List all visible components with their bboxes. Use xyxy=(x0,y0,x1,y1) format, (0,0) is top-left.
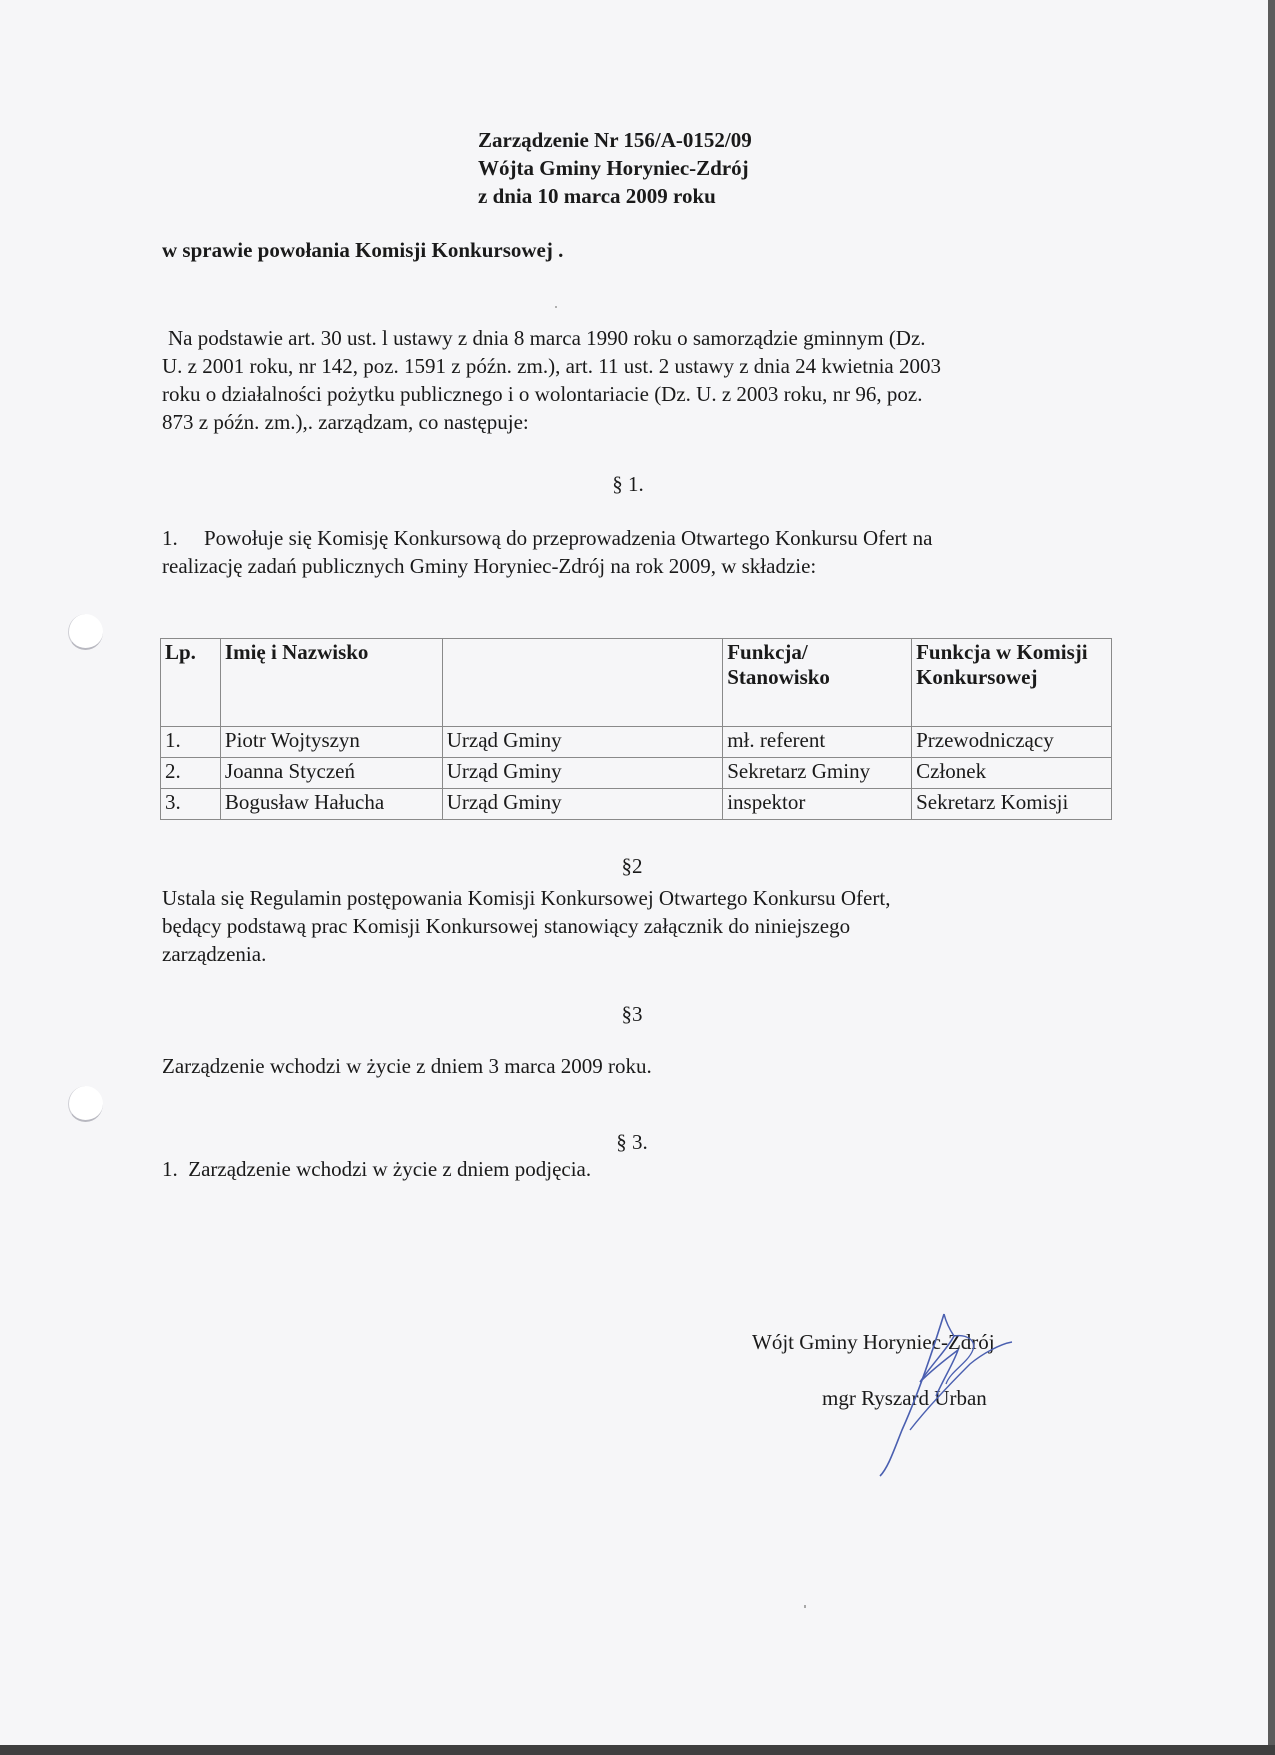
table-row xyxy=(161,727,1112,758)
handwritten-signature xyxy=(850,1300,1030,1480)
header-function: Funkcja/ Stanowisko xyxy=(723,639,912,727)
punch-hole-top xyxy=(68,614,103,650)
scan-edge-bottom xyxy=(0,1745,1275,1755)
document-header xyxy=(478,126,752,210)
order-subject: w sprawie powołania Komisji Konkursowej . xyxy=(162,238,564,262)
text-line: Ustala się Regulamin postępowania Komisji Konkursowej Otwartego Konkursu Ofert, xyxy=(162,886,891,910)
legal-basis-paragraph xyxy=(162,324,1122,436)
scan-speck xyxy=(555,306,557,308)
text-line: 1. Powołuje się Komisję Konkursową do przeprowadzenia Otwartego Konkursu Ofert na xyxy=(162,526,933,550)
section-3-text: Zarządzenie wchodzi w życie z dniem 3 marca 2009 roku. xyxy=(162,1054,652,1078)
table-row xyxy=(161,758,1112,789)
header-empty xyxy=(442,639,722,727)
cell-function: Sekretarz Gminy xyxy=(723,758,912,789)
commission-members-table xyxy=(160,638,1112,820)
cell-commission-role: Sekretarz Komisji xyxy=(912,789,1112,820)
text-line: 873 z późn. zm.),. zarządzam, co następuje: xyxy=(162,410,529,434)
scan-speck xyxy=(804,1605,806,1608)
cell-name: Bogusław Hałucha xyxy=(220,789,442,820)
text-line: U. z 2001 roku, nr 142, poz. 1591 z późn. zm.), art. 11 ust. 2 ustawy z dnia 24 kwietnia 2003 xyxy=(162,354,941,378)
table-header-row xyxy=(161,639,1112,727)
cell-commission-role: Członek xyxy=(912,758,1112,789)
section-3-heading: §3 xyxy=(621,1002,643,1026)
table-row xyxy=(161,789,1112,820)
cell-lp: 3. xyxy=(161,789,221,820)
text-line: Na podstawie art. 30 ust. l ustawy z dnia 8 marca 1990 roku o samorządzie gminnym (Dz. xyxy=(168,326,926,350)
cell-office: Urząd Gminy xyxy=(442,727,722,758)
issuer: Wójta Gminy Horyniec-Zdrój xyxy=(478,156,749,180)
cell-name: Piotr Wojtyszyn xyxy=(220,727,442,758)
text-line: realizację zadań publicznych Gminy Horyniec-Zdrój na rok 2009, w składzie: xyxy=(162,554,817,578)
order-number: Zarządzenie Nr 156/A-0152/09 xyxy=(478,128,752,152)
cell-office: Urząd Gminy xyxy=(442,789,722,820)
header-lp: Lp. xyxy=(161,639,221,727)
scan-edge-right xyxy=(1268,0,1275,1755)
text-line: roku o działalności pożytku publicznego i o wolontariacie (Dz. U. z 2003 roku, nr 96, poz. xyxy=(162,382,923,406)
text-line: zarządzenia. xyxy=(162,942,267,966)
cell-lp: 2. xyxy=(161,758,221,789)
cell-function: inspektor xyxy=(723,789,912,820)
signature-name: mgr Ryszard Urban xyxy=(822,1386,987,1410)
section-3b-heading: § 3. xyxy=(616,1130,648,1154)
cell-commission-role: Przewodniczący xyxy=(912,727,1112,758)
section-3b-text: 1. Zarządzenie wchodzi w życie z dniem podjęcia. xyxy=(162,1157,592,1181)
signature-title: Wójt Gminy Horyniec-Zdrój xyxy=(752,1330,995,1354)
section-1-heading: § 1. xyxy=(612,472,644,496)
cell-lp: 1. xyxy=(161,727,221,758)
text-line: będący podstawą prac Komisji Konkursowej stanowiący załącznik do niniejszego xyxy=(162,914,851,938)
cell-function: mł. referent xyxy=(723,727,912,758)
header-commission-role: Funkcja w Komisji Konkursowej xyxy=(912,639,1112,727)
section-2-paragraph xyxy=(162,884,890,968)
punch-hole-bottom xyxy=(68,1086,103,1122)
section-1-paragraph xyxy=(162,524,932,580)
section-2-heading: §2 xyxy=(621,854,643,878)
cell-office: Urząd Gminy xyxy=(442,758,722,789)
header-name: Imię i Nazwisko xyxy=(220,639,442,727)
cell-name: Joanna Styczeń xyxy=(220,758,442,789)
order-date: z dnia 10 marca 2009 roku xyxy=(478,184,716,208)
